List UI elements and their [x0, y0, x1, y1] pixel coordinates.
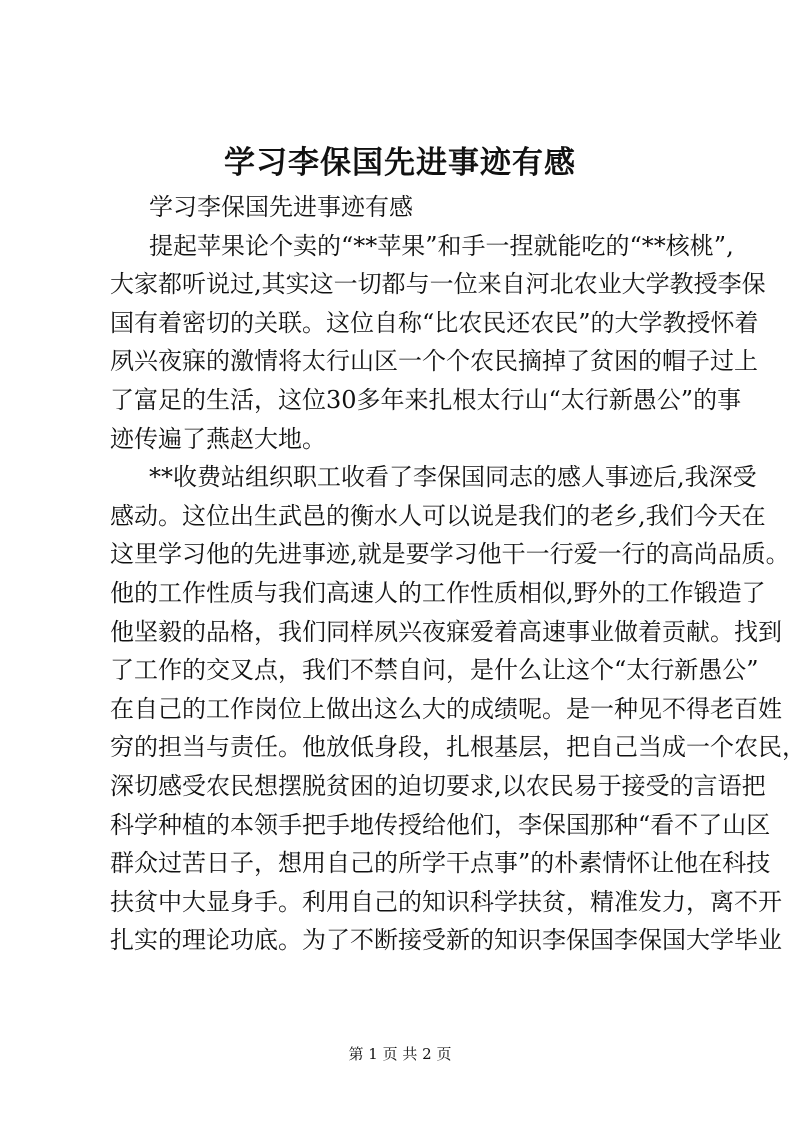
paragraph-line: **收费站组织职工收看了李保国同志的感人事迹后,我深受 [149, 463, 757, 492]
paragraph-line: 他的工作性质与我们高速人的工作性质相似,野外的工作锻造了 [110, 578, 766, 607]
paragraph-line: 深切感受农民想摆脱贫困的迫切要求,以农民易于接受的言语把 [110, 771, 766, 800]
paragraph-line: 科学种植的本领手把手地传授给他们，李保国那种“看不了山区 [110, 810, 771, 839]
subtitle-line: 学习李保国先进事迹有感 [149, 193, 413, 221]
paragraph-line: 提起苹果论个卖的“**苹果”和手一捏就能吃的“**核桃”, [149, 231, 734, 260]
paragraph-line: 夙兴夜寐的激情将太行山区一个个农民摘掉了贫困的帽子过上 [110, 347, 758, 376]
page-footer: 第 1 页 共 2 页 [348, 1045, 452, 1063]
paragraph-line: 迹传遍了燕赵大地。 [110, 424, 326, 453]
paragraph-line: 穷的担当与责任。他放低身段，扎根基层，把自己当成一个农民， [110, 733, 806, 762]
paragraph-line: 国有着密切的关联。这位自称“比农民还农民”的大学教授怀着 [110, 308, 759, 337]
paragraph-line: 扶贫中大显身手。利用自己的知识科学扶贫，精准发力，离不开 [110, 887, 782, 916]
paragraph-line: 感动。这位出生武邑的衡水人可以说是我们的老乡,我们今天在 [110, 501, 766, 530]
paragraph-line: 他坚毅的品格，我们同样夙兴夜寐爱着高速事业做着贡献。找到 [110, 617, 782, 646]
paragraph-line: 大家都听说过,其实这一切都与一位来自河北农业大学教授李保 [110, 270, 766, 299]
document-body [110, 188, 806, 960]
paragraph-line: 了工作的交叉点，我们不禁自问，是什么让这个“太行新愚公” [110, 656, 759, 685]
paragraph-line: 了富足的生活，这位30多年来扎根太行山“太行新愚公”的事 [110, 385, 742, 414]
document-title: 学习李保国先进事迹有感 [224, 145, 576, 181]
paragraph-line: 在自己的工作岗位上做出这么大的成绩呢。是一种见不得老百姓 [110, 694, 782, 723]
paragraph-line: 扎实的理论功底。为了不断接受新的知识李保国李保国大学毕业 [110, 926, 782, 955]
paragraph-line: 这里学习他的先进事迹,就是要学习他干一行爱一行的高尚品质。 [110, 540, 790, 569]
paragraph-line: 群众过苦日子，想用自己的所学干点事”的朴素情怀让他在科技 [110, 849, 771, 878]
